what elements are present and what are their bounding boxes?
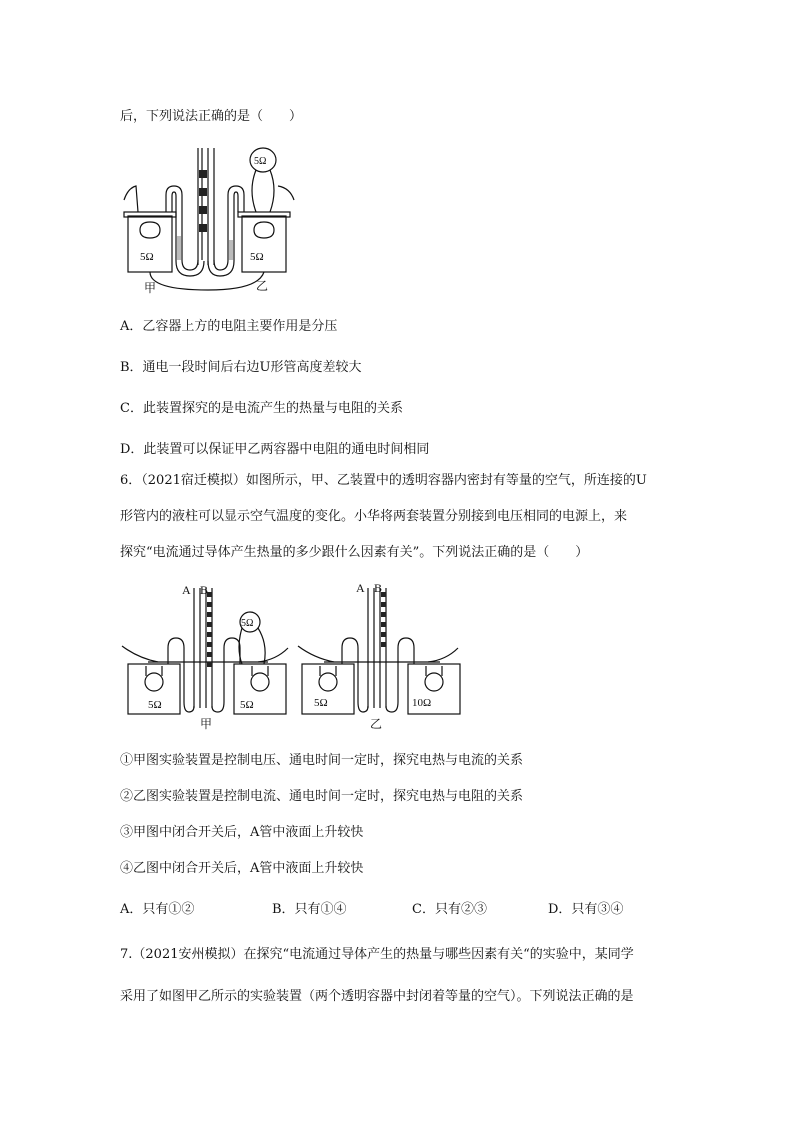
q6-statement-4: ④乙图中闭合开关后，A管中液面上升较快: [120, 861, 364, 876]
fig2-jia-caption: 甲: [200, 717, 213, 731]
fig1-r-left: 5Ω: [140, 251, 154, 263]
q6-choice-b: B．只有①④: [272, 902, 347, 917]
fig2-jia-tube-a: A: [182, 583, 191, 597]
fig1-r-outside: 5Ω: [254, 156, 267, 167]
fig2-jia-r-left: 5Ω: [148, 699, 162, 711]
q5-option-a: A．乙容器上方的电阻主要作用是分压: [120, 319, 338, 334]
q6-statement-3: ③甲图中闭合开关后，A管中液面上升较快: [120, 825, 364, 840]
q6-stem-line-2: 形管内的液柱可以显示空气温度的变化。小华将两套装置分别接到电压相同的电源上，来: [120, 509, 628, 524]
q6-choice-a: A．只有①②: [120, 902, 195, 917]
fig2-yi-r-left: 5Ω: [314, 697, 328, 709]
q6-choice-c: C．只有②③: [412, 902, 487, 917]
q6-statement-2: ②乙图实验装置是控制电流、通电时间一定时，探究电热与电阻的关系: [120, 789, 524, 804]
fig2-jia-r-outside: 5Ω: [241, 618, 254, 629]
fig2-jia-r-right: 5Ω: [240, 699, 254, 711]
fig2-yi-tube-b: B: [374, 581, 383, 595]
fig2-yi-tube-a: A: [356, 581, 365, 595]
q5-option-b: B．通电一段时间后右边U形管高度差较大: [120, 360, 362, 375]
figure-2-apparatus: [118, 578, 468, 738]
q5-option-d: D．此装置可以保证甲乙两容器中电阻的通电时间相同: [120, 442, 430, 457]
q6-stem-line-3: 探究“电流通过导体产生热量的多少跟什么因素有关”。下列说法正确的是（ ）: [120, 545, 589, 560]
q6-statement-1: ①甲图实验装置是控制电压、通电时间一定时，探究电热与电流的关系: [120, 753, 524, 768]
q7-stem-line-1: 7.（2021安州模拟）在探究“电流通过导体产生的热量与哪些因素有关“的实验中，某同学: [120, 947, 634, 962]
fig1-label-right: 乙: [256, 279, 269, 293]
q5-option-c: C．此装置探究的是电流产生的热量与电阻的关系: [120, 401, 403, 416]
fig2-yi-r-right: 10Ω: [412, 697, 432, 709]
fig2-yi-caption: 乙: [370, 717, 383, 731]
fig1-label-left: 甲: [144, 281, 157, 295]
fig2-jia-tube-b: B: [200, 583, 209, 597]
question-intro-tail: 后，下列说法正确的是（ ）: [120, 109, 303, 124]
q6-choice-d: D．只有③④: [548, 902, 624, 917]
figure-1-apparatus: [118, 140, 298, 300]
fig1-r-right: 5Ω: [250, 251, 264, 263]
q6-stem-line-1: 6．（2021宿迁模拟）如图所示，甲、乙装置中的透明容器内密封有等量的空气，所连接的U: [120, 473, 647, 488]
q7-stem-line-2: 采用了如图甲乙所示的实验装置（两个透明容器中封闭着等量的空气）。下列说法正确的是: [120, 989, 634, 1004]
